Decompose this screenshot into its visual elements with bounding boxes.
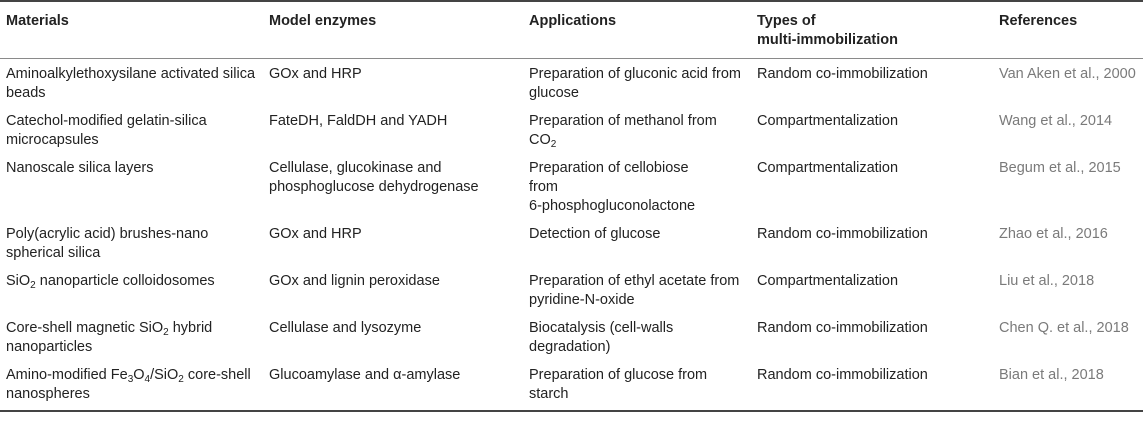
cell-reference-link[interactable]: Begum et al., 2015 — [999, 160, 1121, 176]
header-types-line2: multi-immobilization — [757, 32, 898, 48]
cell-reference-link[interactable]: Wang et al., 2014 — [999, 113, 1113, 129]
cell-applications — [523, 153, 751, 219]
cell-reference-link[interactable]: Van Aken et al., 2000 — [999, 66, 1136, 82]
applications-line3: 6-phosphogluconolactone — [529, 198, 696, 214]
table-row — [0, 313, 1143, 360]
cell-applications: Preparation of ethyl acetate from pyridine-N-oxide — [529, 273, 740, 308]
materials-text: hybrid nanoparticles — [6, 320, 213, 355]
cell-materials: Aminoalkylethoxysilane activated silica beads — [6, 66, 256, 101]
cell-reference-link[interactable]: Bian et al., 2018 — [993, 360, 1143, 411]
materials-text: SiO — [6, 273, 31, 289]
cell-applications — [523, 106, 751, 153]
cell-type: Compartmentalization — [757, 160, 899, 176]
subscript: 2 — [163, 327, 169, 338]
applications-text: Preparation of methanol from CO — [529, 113, 717, 148]
cell-applications: Biocatalysis (cell-walls degradation) — [529, 320, 674, 355]
cell-materials: Catechol-modified gelatin-silica microcapsules — [6, 113, 207, 148]
cell-enzymes: GOx and HRP — [269, 66, 362, 82]
cell-enzymes: Cellulase and lysozyme — [269, 320, 422, 336]
header-materials: Materials — [0, 1, 263, 59]
cell-materials: Nanoscale silica layers — [6, 160, 154, 176]
cell-type: Random co-immobilization — [757, 320, 928, 336]
table-row — [0, 266, 1143, 313]
header-types-line1: Types of — [757, 13, 816, 29]
applications-line1: Preparation of cellobiose — [529, 160, 689, 176]
cell-reference-link[interactable]: Zhao et al., 2016 — [999, 226, 1108, 242]
header-references: References — [993, 1, 1143, 59]
cell-applications: Preparation of glucose from starch — [523, 360, 751, 411]
table-row — [0, 106, 1143, 153]
cell-type: Compartmentalization — [757, 273, 899, 289]
subscript: 2 — [178, 374, 184, 385]
header-types — [751, 1, 993, 59]
materials-text: Core-shell magnetic SiO — [6, 320, 164, 336]
table-row — [0, 219, 1143, 266]
table-row — [0, 59, 1143, 107]
cell-type: Random co-immobilization — [751, 360, 993, 411]
subscript: 4 — [144, 374, 151, 385]
cell-applications: Detection of glucose — [529, 226, 661, 242]
cell-materials — [0, 266, 263, 313]
cell-reference-link[interactable]: Liu et al., 2018 — [999, 273, 1095, 289]
cell-applications: Preparation of gluconic acid from glucose — [529, 66, 741, 101]
cell-reference-link[interactable]: Chen Q. et al., 2018 — [999, 320, 1129, 336]
cell-enzymes: Cellulase, glucokinase and phosphoglucose dehydrogenase — [269, 160, 479, 195]
materials-text: nanoparticle colloidosomes — [35, 273, 215, 289]
cell-type: Compartmentalization — [757, 113, 899, 129]
header-applications: Applications — [523, 1, 751, 59]
materials-text: core-shell nanospheres — [6, 367, 251, 402]
header-row — [0, 1, 1143, 59]
table-row — [0, 153, 1143, 219]
cell-materials: Poly(acrylic acid) brushes-nano spherical silica — [6, 226, 209, 261]
materials-text: O — [133, 367, 145, 383]
subscript: 2 — [30, 280, 36, 291]
cell-enzymes: GOx and lignin peroxidase — [269, 273, 440, 289]
cell-enzymes: Glucoamylase and α-amylase — [263, 360, 523, 411]
cell-enzymes: FateDH, FaldDH and YADH — [269, 113, 448, 129]
subscript: 3 — [127, 374, 134, 385]
cell-materials — [0, 360, 263, 411]
table-row — [0, 360, 1143, 411]
header-model-enzymes: Model enzymes — [263, 1, 523, 59]
subscript: 2 — [550, 139, 557, 150]
cell-type: Random co-immobilization — [757, 66, 928, 82]
cell-enzymes: GOx and HRP — [269, 226, 362, 242]
applications-line2: from — [529, 179, 558, 195]
materials-text: /SiO — [150, 367, 179, 383]
cell-materials — [0, 313, 263, 360]
cell-type: Random co-immobilization — [757, 226, 928, 242]
materials-text: Amino-modified Fe — [6, 367, 128, 383]
